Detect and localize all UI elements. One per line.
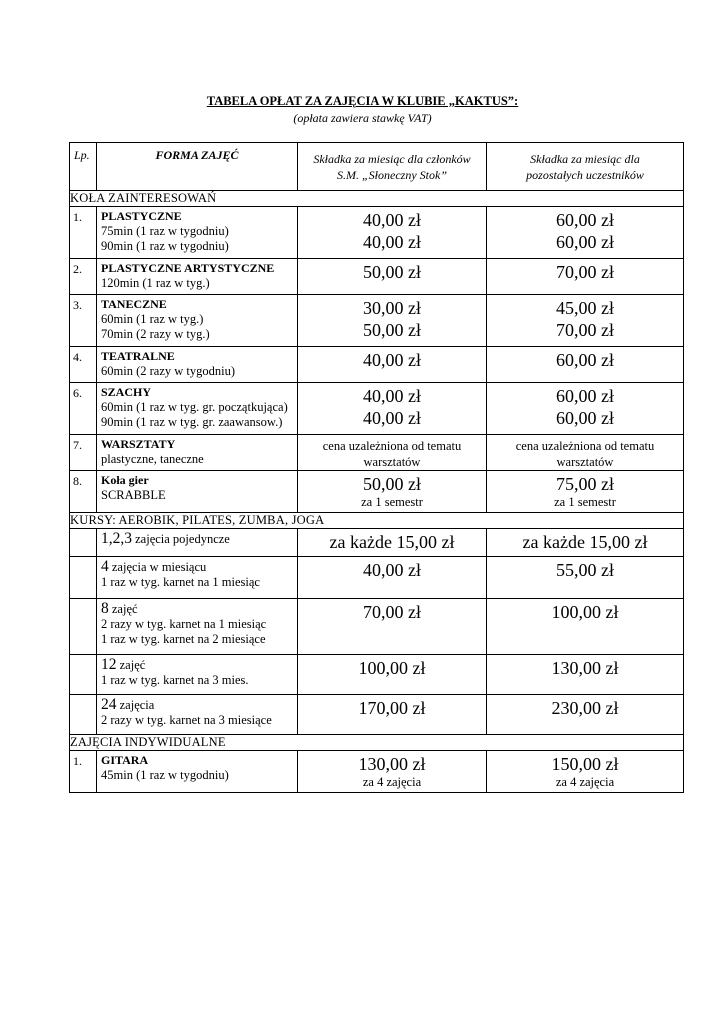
row-count: 8 (101, 600, 109, 617)
price-value: 40,00 zł (363, 210, 421, 230)
row-detail: 60min (2 razy w tygodniu) (101, 364, 236, 378)
others-price (487, 655, 684, 695)
row-detail: 60min (1 raz w tyg. gr. początkująca) (101, 400, 288, 414)
table-row (70, 383, 684, 435)
section-row-kursy (70, 513, 684, 529)
price-value: 100,00 zł (358, 658, 426, 678)
row-number: 4. (70, 347, 97, 383)
price-value: za każde 15,00 zł (522, 532, 648, 552)
members-price (298, 347, 487, 383)
section-kola-label: KOŁA ZAINTERESOWAŃ (70, 191, 684, 207)
row-number: 3. (70, 295, 97, 347)
header-forma: FORMA ZAJĘĆ (97, 143, 298, 191)
row-description (97, 435, 298, 471)
row-label: zajęcia (116, 698, 155, 712)
row-detail: 1 raz w tyg. karnet na 3 mies. (101, 673, 249, 687)
row-description (97, 347, 298, 383)
table-row (70, 529, 684, 557)
row-detail: 120min (1 raz w tyg.) (101, 276, 210, 290)
price-value: 60,00 zł (556, 232, 614, 252)
members-price (298, 529, 487, 557)
price-value: 70,00 zł (556, 320, 614, 340)
price-value: 40,00 zł (363, 386, 421, 406)
row-detail: 45min (1 raz w tygodniu) (101, 768, 229, 782)
price-value: 40,00 zł (363, 408, 421, 428)
others-price (487, 207, 684, 259)
others-price (487, 259, 684, 295)
members-price (298, 207, 487, 259)
price-note-line: cena uzależniona od tematu (515, 438, 655, 453)
row-name: Koła gier (101, 473, 149, 487)
members-price (298, 557, 487, 599)
row-number: 1. (70, 207, 97, 259)
row-description (97, 471, 298, 513)
row-count: 24 (101, 696, 117, 713)
members-price (298, 383, 487, 435)
row-description (97, 655, 298, 695)
others-price (487, 529, 684, 557)
price-value: 45,00 zł (556, 298, 614, 318)
members-price (298, 751, 487, 793)
row-count: 12 (101, 656, 117, 673)
price-value: 40,00 zł (363, 350, 421, 370)
others-price (487, 347, 684, 383)
table-row (70, 557, 684, 599)
row-name: SZACHY (101, 385, 152, 399)
price-value: 60,00 zł (556, 210, 614, 230)
row-number: 1. (70, 751, 97, 793)
price-note-line: warsztatów (363, 454, 421, 469)
row-number: 2. (70, 259, 97, 295)
row-name: WARSZTATY (101, 437, 176, 451)
row-name: PLASTYCZNE (101, 209, 182, 223)
table-row (70, 295, 684, 347)
price-value: 50,00 zł (363, 320, 421, 340)
price-value: 50,00 zł (363, 262, 421, 282)
row-description (97, 295, 298, 347)
header-others (487, 143, 684, 191)
others-price-note (487, 435, 684, 471)
price-note-line: cena uzależniona od tematu (322, 438, 462, 453)
price-value: 60,00 zł (556, 408, 614, 428)
price-value: 70,00 zł (556, 262, 614, 282)
header-others-line1: Składka za miesiąc dla (530, 151, 640, 166)
row-detail: plastyczne, taneczne (101, 452, 204, 466)
table-row (70, 435, 684, 471)
table-row (70, 599, 684, 655)
section-row-indyw (70, 735, 684, 751)
section-row-kola (70, 191, 684, 207)
row-description (97, 695, 298, 735)
section-kursy-label: KURSY: AEROBIK, PILATES, ZUMBA, JOGA (70, 513, 684, 529)
price-value: 40,00 zł (363, 232, 421, 252)
members-price (298, 471, 487, 513)
row-count: 4 (101, 558, 109, 575)
row-description (97, 751, 298, 793)
price-value: 60,00 zł (556, 386, 614, 406)
row-detail: SCRABBLE (101, 488, 166, 502)
price-value: 50,00 zł (363, 474, 421, 494)
price-value: 100,00 zł (551, 602, 619, 622)
row-label: zajęcia pojedyncze (132, 532, 230, 546)
row-description (97, 259, 298, 295)
page-subtitle: (opłata zawiera stawkę VAT) (293, 111, 432, 125)
price-value: 170,00 zł (358, 698, 426, 718)
page-title: TABELA OPŁAT ZA ZAJĘCIA W KLUBIE „KAKTUS”: (206, 94, 519, 108)
row-label: zajęć (116, 658, 146, 672)
price-subnote: za 4 zajęcia (362, 775, 422, 789)
price-note-line: warsztatów (556, 454, 614, 469)
row-name: TANECZNE (101, 297, 167, 311)
price-value: 130,00 zł (551, 658, 619, 678)
others-price (487, 295, 684, 347)
price-value: 40,00 zł (363, 560, 421, 580)
row-label: zajęć (108, 602, 138, 616)
row-detail: 1 raz w tyg. karnet na 2 miesiące (101, 632, 266, 646)
price-value: 75,00 zł (556, 474, 614, 494)
row-description (97, 383, 298, 435)
row-description (97, 207, 298, 259)
header-others-line2: pozostałych uczestników (526, 167, 644, 182)
others-price (487, 471, 684, 513)
price-subnote: za 4 zajęcia (555, 775, 615, 789)
table-row (70, 655, 684, 695)
others-price (487, 751, 684, 793)
row-detail: 2 razy w tyg. karnet na 3 miesiące (101, 713, 272, 727)
price-value: 30,00 zł (363, 298, 421, 318)
fee-table (69, 142, 684, 793)
price-value: 230,00 zł (551, 698, 619, 718)
price-subnote: za 1 semestr (554, 495, 616, 509)
row-name: TEATRALNE (101, 349, 175, 363)
row-detail: 70min (2 razy w tyg.) (101, 327, 210, 341)
members-price (298, 695, 487, 735)
row-detail: 75min (1 raz w tygodniu) (101, 224, 229, 238)
row-detail: 2 razy w tyg. karnet na 1 miesiąc (101, 617, 267, 631)
row-detail: 90min (1 raz w tyg. gr. zaawansow.) (101, 415, 283, 429)
row-label: zajęcia w miesiącu (108, 560, 207, 574)
row-name: PLASTYCZNE ARTYSTYCZNE (101, 261, 275, 275)
price-subnote: za 1 semestr (361, 495, 423, 509)
table-row (70, 695, 684, 735)
others-price (487, 599, 684, 655)
section-indyw-label: ZAJĘCIA INDYWIDUALNE (70, 735, 684, 751)
members-price-note (298, 435, 487, 471)
table-row (70, 751, 684, 793)
others-price (487, 557, 684, 599)
price-value: 150,00 zł (551, 754, 619, 774)
row-number: 6. (70, 383, 97, 435)
table-row (70, 207, 684, 259)
row-detail: 90min (1 raz w tygodniu) (101, 239, 229, 253)
row-detail: 1 raz w tyg. karnet na 1 miesiąc (101, 575, 260, 589)
others-price (487, 695, 684, 735)
price-value: 130,00 zł (358, 754, 426, 774)
members-price (298, 295, 487, 347)
header-lp: Lp. (70, 143, 97, 191)
row-detail: 60min (1 raz w tyg.) (101, 312, 204, 326)
header-members-line2: S.M. „Słoneczny Stok” (337, 167, 447, 182)
header-members (298, 143, 487, 191)
price-value: 55,00 zł (556, 560, 614, 580)
row-number: 7. (70, 435, 97, 471)
row-description (97, 599, 298, 655)
price-value: 70,00 zł (363, 602, 421, 622)
others-price (487, 383, 684, 435)
header-members-line1: Składka za miesiąc dla członków (313, 151, 471, 166)
table-row (70, 471, 684, 513)
row-count: 1,2,3 (101, 530, 132, 547)
table-header-row (70, 143, 684, 191)
price-value: za każde 15,00 zł (329, 532, 455, 552)
row-name: GITARA (101, 753, 149, 767)
members-price (298, 259, 487, 295)
table-row (70, 259, 684, 295)
row-description (97, 557, 298, 599)
members-price (298, 599, 487, 655)
members-price (298, 655, 487, 695)
row-number: 8. (70, 471, 97, 513)
row-description (97, 529, 298, 557)
price-value: 60,00 zł (556, 350, 614, 370)
table-row (70, 347, 684, 383)
